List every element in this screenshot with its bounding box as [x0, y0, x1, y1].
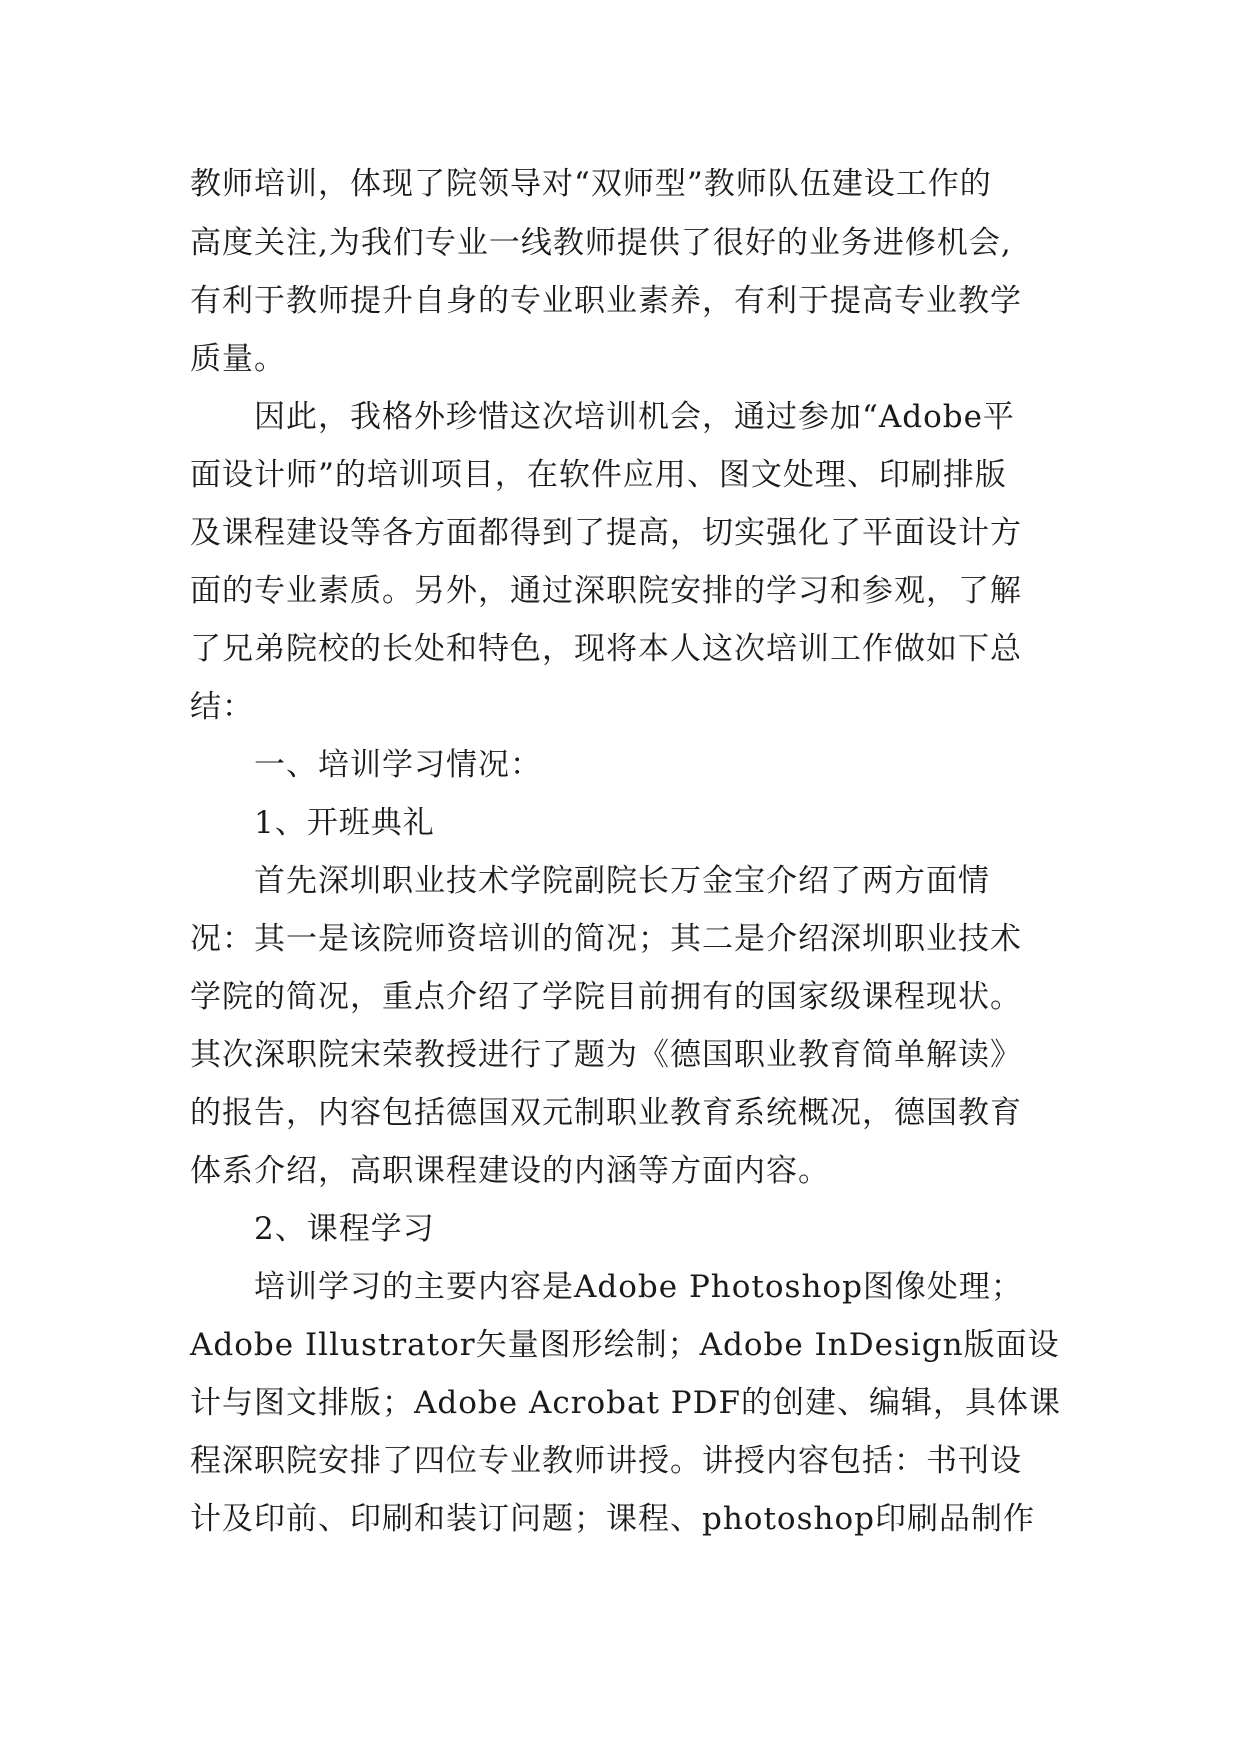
section-heading: 一、培训学习情况：	[254, 747, 542, 783]
paragraph-line: 其次深职院宋荣教授进行了题为《德国职业教育简单解读》	[190, 1037, 1022, 1073]
paragraph-line: 的报告，内容包括德国双元制职业教育系统概况，德国教育	[190, 1095, 1022, 1131]
paragraph-line: 计与图文排版；Adobe Acrobat PDF的创建、编辑，具体课	[190, 1385, 1062, 1421]
paragraph-line: 首先深圳职业技术学院副院长万金宝介绍了两方面情	[254, 863, 990, 899]
paragraph-line: 结：	[190, 689, 254, 725]
paragraph-line: 质量。	[190, 341, 286, 377]
paragraph-line: 了兄弟院校的长处和特色，现将本人这次培训工作做如下总	[190, 631, 1022, 667]
paragraph-line: 计及印前、印刷和装订问题；课程、photoshop印刷品制作	[190, 1501, 1035, 1537]
paragraph-line: 培训学习的主要内容是Adobe Photoshop图像处理；	[254, 1269, 1023, 1305]
subsection-heading: 1、开班典礼	[254, 805, 435, 841]
subsection-heading: 2、课程学习	[254, 1211, 435, 1247]
paragraph-line: 面设计师”的培训项目，在软件应用、图文处理、印刷排版	[190, 457, 1007, 493]
paragraph-line: 教师培训，体现了院领导对“双师型”教师队伍建设工作的	[190, 166, 992, 202]
paragraph-line: 学院的简况，重点介绍了学院目前拥有的国家级课程现状。	[190, 979, 1022, 1015]
paragraph-line: 高度关注,为我们专业一线教师提供了很好的业务进修机会,	[190, 225, 1012, 261]
paragraph-line: 面的专业素质。另外，通过深职院安排的学习和参观，了解	[190, 573, 1022, 609]
paragraph-line: 有利于教师提升自身的专业职业素养，有利于提高专业教学	[190, 283, 1022, 319]
paragraph-line: 体系介绍，高职课程建设的内涵等方面内容。	[190, 1153, 830, 1189]
paragraph-line: 及课程建设等各方面都得到了提高，切实强化了平面设计方	[190, 515, 1022, 551]
paragraph-line: 程深职院安排了四位专业教师讲授。讲授内容包括：书刊设	[190, 1443, 1022, 1479]
paragraph-line: Adobe Illustrator矢量图形绘制；Adobe InDesign版面设	[190, 1327, 1060, 1363]
paragraph-line: 况：其一是该院师资培训的简况；其二是介绍深圳职业技术	[190, 921, 1022, 957]
paragraph-line: 因此，我格外珍惜这次培训机会，通过参加“Adobe平	[254, 399, 1015, 435]
